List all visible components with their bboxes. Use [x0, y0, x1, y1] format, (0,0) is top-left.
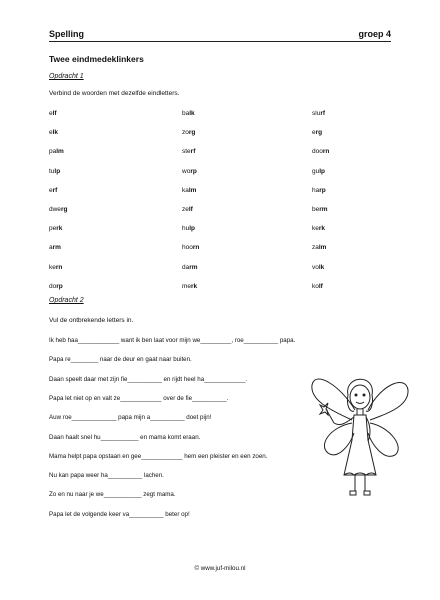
- fill-in-sentence: Daan haalt snel hu___________ en mama komt eraan.: [49, 433, 201, 441]
- word-stem: e: [49, 186, 53, 194]
- fill-in-sentence: Ik heb haa____________ want ik ben laat voor mijn we_________, roe__________ papa.: [49, 337, 296, 344]
- header-bar: [49, 29, 391, 42]
- word-ending: rm: [189, 263, 198, 271]
- word-item: [182, 168, 197, 176]
- fill-in-sentence: Daan speelt daar met zijn fie__________ en rijdt heel ha____________.: [49, 375, 248, 383]
- word-stem: ko: [312, 282, 319, 290]
- word-ending: lm: [56, 148, 64, 156]
- word-stem: ka: [182, 186, 189, 194]
- word-stem: ha: [312, 186, 320, 194]
- word-item: [312, 129, 322, 137]
- word-stem: hoo: [182, 244, 193, 252]
- assignment-2-label: Opdracht 2: [49, 297, 84, 304]
- word-ending: lk: [318, 263, 325, 271]
- word-ending: rk: [318, 225, 326, 233]
- word-item: [182, 225, 195, 233]
- word-stem: dwe: [49, 206, 61, 213]
- word-stem: wo: [182, 167, 191, 175]
- word-stem: e: [312, 129, 316, 137]
- word-item: [182, 206, 193, 214]
- word-item: [49, 148, 64, 156]
- word-ending: lp: [54, 167, 61, 175]
- fairy-illustration: [310, 365, 410, 500]
- word-ending: lm: [188, 186, 197, 194]
- assignment-1-instruction: Verbind de woorden met dezelfde eindletters.: [49, 90, 180, 97]
- word-ending: rp: [56, 282, 63, 290]
- word-stem: ze: [182, 206, 189, 213]
- word-stem: e: [49, 110, 53, 117]
- worksheet-title: Twee eindmedeklinkers: [49, 54, 144, 64]
- word-item: [182, 264, 198, 272]
- word-item: [49, 283, 63, 291]
- word-ending: rf: [52, 186, 58, 194]
- word-item: [312, 206, 328, 214]
- word-item: [312, 168, 325, 176]
- word-item: [312, 264, 324, 272]
- word-ending: lk: [189, 110, 195, 117]
- word-item: [49, 206, 67, 214]
- word-stem: e: [49, 129, 53, 137]
- word-item: [312, 283, 323, 291]
- word-item: [182, 110, 195, 118]
- word-stem: pa: [49, 148, 57, 156]
- word-item: [312, 110, 325, 118]
- word-stem: zo: [182, 129, 189, 137]
- grade-label: groep 4: [358, 29, 391, 39]
- word-ending: rf: [320, 110, 326, 117]
- word-ending: lf: [52, 110, 57, 117]
- word-ending: lk: [52, 129, 59, 137]
- assignment-1-label: Opdracht 1: [49, 73, 84, 80]
- fill-in-sentence: Papa let niet op en valt ze____________ over de fie__________.: [49, 394, 229, 402]
- word-item: [49, 244, 61, 252]
- word-item: [49, 168, 60, 176]
- word-stem: ste: [182, 148, 191, 156]
- word-ending: rp: [319, 186, 326, 194]
- word-ending: lf: [318, 282, 323, 290]
- word-stem: tu: [49, 167, 55, 175]
- subject-label: Spelling: [49, 29, 85, 39]
- word-stem: slu: [312, 110, 321, 117]
- word-ending: rg: [315, 129, 323, 137]
- word-stem: da: [182, 263, 190, 271]
- assignment-2-instruction: Vul de ontbrekende letters in.: [49, 317, 134, 324]
- word-item: [312, 148, 329, 156]
- word-item: [182, 148, 195, 156]
- word-item: [182, 244, 199, 252]
- fill-in-sentence: Zo en nu naar je we___________ zegt mama.: [49, 491, 176, 499]
- word-item: [182, 129, 195, 137]
- fill-in-sentence: Nu kan papa weer ha__________ lachen.: [49, 472, 164, 480]
- word-ending: rg: [188, 129, 196, 137]
- word-ending: lm: [318, 244, 327, 252]
- word-stem: be: [312, 206, 320, 213]
- word-ending: rf: [190, 148, 196, 156]
- footer-copyright: © www.juf-milou.nl: [194, 565, 246, 572]
- fill-in-sentence: Papa let de volgende keer va__________ beter op!: [49, 510, 190, 518]
- word-item: [182, 187, 196, 195]
- word-ending: rk: [56, 225, 63, 233]
- fill-in-sentence: Mama helpt papa opstaan en gee____________ hem een pleister en een zoen.: [49, 452, 268, 460]
- word-ending: rn: [322, 148, 330, 156]
- word-ending: rn: [192, 244, 200, 252]
- word-item: [49, 187, 57, 195]
- word-stem: doo: [312, 148, 323, 156]
- word-item: [49, 110, 57, 118]
- word-stem: ba: [182, 110, 190, 117]
- word-ending: lf: [188, 206, 193, 213]
- word-item: [312, 244, 326, 252]
- word-stem: pe: [49, 225, 57, 233]
- word-item: [182, 283, 197, 291]
- word-ending: rn: [55, 263, 63, 271]
- word-item: [312, 225, 325, 233]
- word-ending: lp: [319, 167, 326, 175]
- word-ending: rg: [60, 206, 68, 213]
- word-ending: lp: [189, 225, 196, 233]
- word-stem: ke: [49, 263, 56, 271]
- word-ending: rm: [52, 244, 61, 252]
- word-ending: rm: [319, 206, 328, 213]
- word-stem: za: [312, 244, 319, 252]
- word-ending: rk: [191, 282, 198, 290]
- word-item: [49, 264, 62, 272]
- word-item: [49, 225, 62, 233]
- word-stem: a: [49, 244, 53, 252]
- word-stem: gu: [312, 167, 320, 175]
- word-item: [312, 187, 326, 195]
- word-stem: ke: [312, 225, 319, 233]
- word-item: [49, 129, 58, 137]
- word-stem: vo: [312, 263, 319, 271]
- word-stem: hu: [182, 225, 190, 233]
- word-stem: do: [49, 282, 57, 290]
- fill-in-sentence: Papa re________ naar de deur en gaat naar buiten.: [49, 356, 192, 364]
- fill-in-sentence: Auw roe_____________ papa mijn a__________ doet pijn!: [49, 414, 212, 422]
- word-stem: me: [182, 282, 192, 290]
- word-ending: rp: [190, 167, 197, 175]
